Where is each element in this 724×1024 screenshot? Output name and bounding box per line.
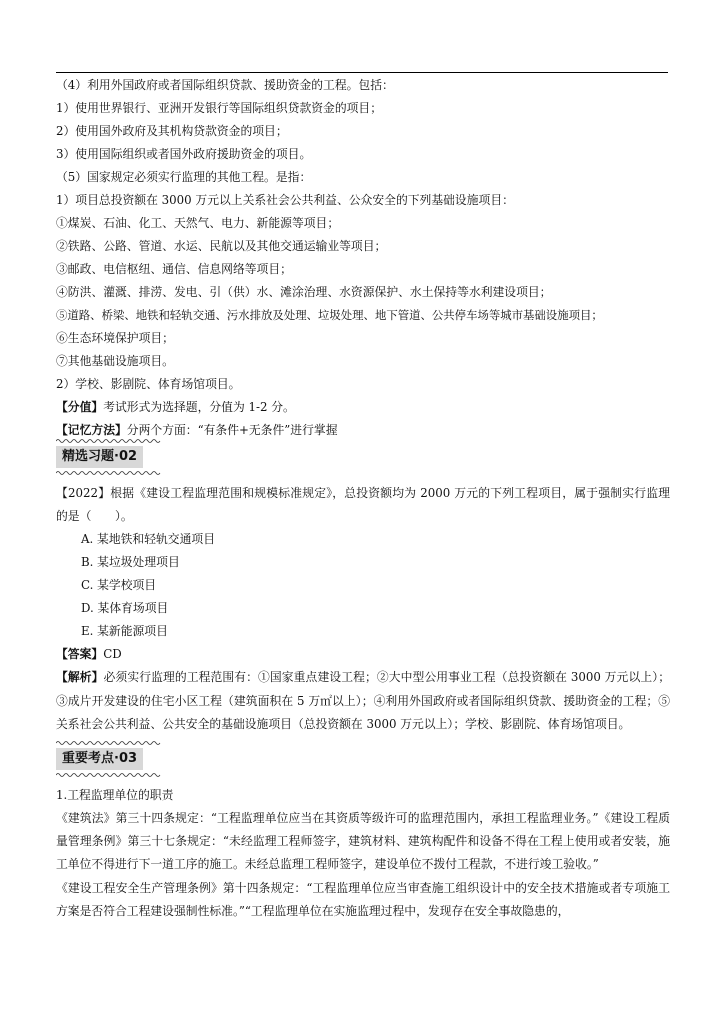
option-c: C. 某学校项目 [81,578,157,593]
answer-label: 【答案】 [56,647,104,662]
answer-line [56,643,670,666]
text-line: 2）使用国外政府及其机构贷款资金的项目； [56,124,288,138]
answer-text: CD [103,647,122,662]
analysis-label: 【解析】 [56,670,104,685]
text-line: 3）使用国际组织或者国外政府援助资金的项目。 [56,147,312,161]
section-title: 重要考点·03 [56,748,143,770]
text-line: ⑦其他基础设施项目。 [56,354,174,368]
duty-heading: 1.工程监理单位的职责 [56,788,174,803]
wavy-rule-top [56,438,162,444]
score-text: 考试形式为选择题，分值为 1-2 分。 [103,400,295,414]
text-line: ②铁路、公路、管道、水运、民航以及其他交通运输业等项目； [56,239,387,253]
analysis-paragraph [56,666,670,736]
text-line: 2）学校、影剧院、体育场馆项目。 [56,377,241,391]
memory-text: 分两个方面：“有条件+无条件”进行掌握 [126,423,338,437]
document-content [56,74,670,923]
section-header-exercises [56,442,670,482]
section-header-key-points [56,744,670,784]
duty-paragraph-1: 《建筑法》第三十四条规定：“工程监理单位应当在其资质等级许可的监理范围内，承担工程监理业务。”《建设工程质量管理条例》第三十七条规定：“未经监理工程师签字，建筑材料、建筑构配件和设备不得在工程上使用或者安装，施工单位不得进行下一道工序的施工。未经总监理工程师签字，建设单位不拨付工程款，不进行竣工验收。” [56,811,670,872]
text-line: ③邮政、电信枢纽、通信、信息网络等项目； [56,262,292,276]
duty-paragraph-2: 《建设工程安全生产管理条例》第十四条规定：“工程监理单位应当审查施工组织设计中的安全技术措施或者专项施工方案是否符合工程建设强制性标准。”“工程监理单位在实施监理过程中，发现存在安全事故隐患的， [56,880,670,918]
analysis-text: 必须实行监理的工程范围有：①国家重点建设工程；②大中型公用事业工程（总投资额在 3000 万元以上）；③成片开发建设的住宅小区工程（建筑面积在 5 万㎡以上）；④利用外国政府或者国际组织贷款、援助资金的工程；⑤关系社会公共利益、公共安全的基础设施项目（总投资额在 3000 万元以上）；学校、影剧院、体育场馆项目。 [56,670,670,731]
text-line: 1）项目总投资额在 3000 万元以上关系社会公共利益、公众安全的下列基础设施项目： [56,193,514,207]
wavy-rule-bottom [56,470,162,476]
text-line: ⑥生态环境保护项目； [56,331,174,345]
header-rule [56,72,668,73]
option-d: D. 某体育场项目 [81,601,169,616]
wavy-rule-bottom [56,772,162,778]
memory-label: 【记忆方法】 [56,423,127,437]
option-a: A. 某地铁和轻轨交通项目 [81,532,215,547]
text-line: ①煤炭、石油、化工、天然气、电力、新能源等项目； [56,216,340,230]
section-title: 精选习题·02 [56,446,143,468]
option-b: B. 某垃圾处理项目 [81,555,180,570]
text-line: 1）使用世界银行、亚洲开发银行等国际组织贷款资金的项目； [56,101,383,115]
score-line [56,396,670,419]
score-label: 【分值】 [56,400,104,414]
wavy-rule-top [56,740,162,746]
text-line: （4）利用外国政府或者国际组织贷款、援助资金的工程。包括： [56,78,394,92]
question-stem: 【2022】根据《建设工程监理范围和规模标准规定》，总投资额均为 2000 万元的下列工程项目，属于强制实行监理的是（ ）。 [56,486,670,524]
text-line: ⑤道路、桥梁、地铁和轻轨交通、污水排放及处理、垃圾处理、地下管道、公共停车场等城市基础设施项目； [56,308,603,322]
text-line: （5）国家规定必须实行监理的其他工程。是指： [56,170,312,184]
option-e: E. 某新能源项目 [81,624,168,639]
text-line: ④防洪、灌溉、排涝、发电、引（供）水、滩涂治理、水资源保护、水土保持等水利建设项目； [56,285,552,299]
